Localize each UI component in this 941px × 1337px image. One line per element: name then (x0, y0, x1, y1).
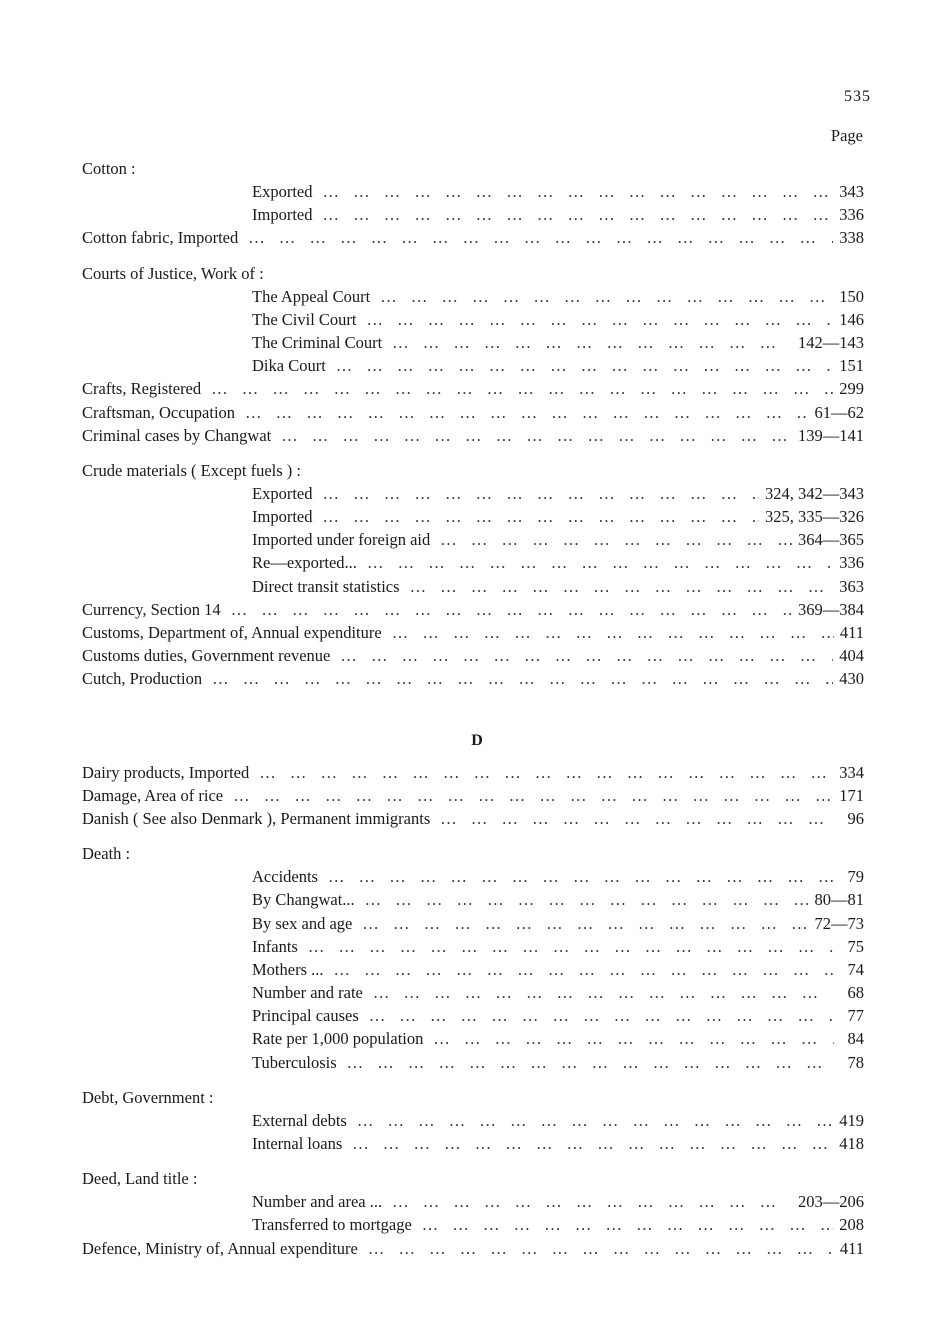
leader-dots (334, 958, 835, 981)
index-entry (82, 621, 864, 644)
index-entry (82, 528, 864, 551)
entry-label: Damage, Area of rice (82, 785, 224, 805)
entry-page: 77 (847, 1006, 864, 1026)
entry-label: Dika Court (252, 356, 326, 376)
entry-page: 334 (839, 762, 864, 782)
leader-dots (322, 203, 833, 226)
entry-label: The Appeal Court (252, 286, 371, 306)
entry-page: 338 (839, 228, 864, 248)
index-entry (82, 958, 864, 981)
index-entry (82, 1109, 864, 1132)
leader-dots (281, 424, 792, 447)
leader-dots (367, 551, 833, 574)
entry-label: Criminal cases by Changwat (82, 425, 272, 445)
index-entry (82, 981, 864, 1004)
index-entry (82, 1004, 864, 1027)
index-entry (82, 888, 864, 911)
leader-dots (392, 331, 792, 354)
section-letter: D (471, 731, 483, 749)
index-entry (82, 1213, 864, 1236)
leader-dots (328, 865, 834, 888)
leader-dots (368, 1237, 834, 1260)
index-heading: Cotton : (82, 159, 136, 178)
index-entry (82, 308, 864, 331)
index-entry (82, 865, 864, 888)
leader-dots (322, 505, 759, 528)
entry-page: 142—143 (798, 332, 864, 352)
entry-page: 75 (847, 936, 864, 956)
leader-dots (248, 226, 833, 249)
entry-label: Currency, Section 14 (82, 599, 221, 619)
entry-page: 336 (839, 553, 864, 573)
entry-page: 203—206 (798, 1192, 864, 1212)
entry-label: Danish ( See also Denmark ), Permanent immigrants (82, 808, 431, 828)
leader-dots (362, 912, 808, 935)
index-entry (82, 1237, 864, 1260)
leader-dots (231, 598, 792, 621)
entry-label: Imported (252, 507, 313, 527)
entry-page: 146 (839, 309, 864, 329)
index-entry (82, 1027, 864, 1050)
entry-page: 171 (839, 785, 864, 805)
entry-page: 419 (839, 1110, 864, 1130)
index-entry (82, 226, 864, 249)
index-entry (82, 424, 864, 447)
entry-label: Transferred to mortgage (252, 1215, 412, 1235)
leader-dots (245, 401, 808, 424)
index-entry (82, 505, 864, 528)
index-entry (82, 575, 864, 598)
entry-label: By Changwat... (252, 890, 355, 910)
entry-page: 78 (847, 1052, 864, 1072)
leader-dots (357, 1109, 833, 1132)
entry-page: 404 (839, 646, 864, 666)
entry-page: 79 (847, 867, 864, 887)
leader-dots (367, 308, 834, 331)
entry-label: Craftsman, Occupation (82, 402, 236, 422)
entry-page: 96 (847, 808, 864, 828)
entry-page: 369—384 (798, 599, 864, 619)
entry-label: Dairy products, Imported (82, 762, 250, 782)
entry-label: The Criminal Court (252, 332, 383, 352)
index-entry (82, 377, 864, 400)
entry-label: Mothers ... (252, 959, 324, 979)
leader-dots (380, 285, 833, 308)
leader-dots (392, 621, 834, 644)
entry-label: The Civil Court (252, 309, 357, 329)
index-heading: Crude materials ( Except fuels ) : (82, 460, 302, 480)
leader-dots (347, 1051, 834, 1074)
entry-label: Exported (252, 483, 313, 503)
entry-label: Direct transit statistics (252, 576, 400, 596)
leader-dots (211, 377, 833, 400)
entry-label: Imported under foreign aid (252, 530, 431, 550)
entry-label: Imported (252, 205, 313, 225)
index-entry (82, 180, 864, 203)
entry-page: 80—81 (814, 890, 864, 910)
entry-page: 208 (839, 1215, 864, 1235)
leader-dots (369, 1004, 834, 1027)
leader-dots (340, 644, 833, 667)
entry-label: Internal loans (252, 1134, 343, 1153)
entry-label: Customs duties, Government revenue (82, 646, 331, 666)
leader-dots (422, 1213, 833, 1236)
entry-page: 61—62 (814, 402, 864, 422)
leader-dots (322, 180, 833, 203)
entry-page: 363 (839, 576, 864, 596)
leader-dots (373, 981, 834, 1004)
leader-dots (259, 761, 833, 784)
index-entry (82, 935, 864, 958)
leader-dots (212, 667, 833, 690)
entry-page: 364—365 (798, 530, 864, 550)
index-entry (82, 761, 864, 784)
index-section (82, 157, 864, 691)
leader-dots (440, 528, 792, 551)
entry-page: 139—141 (798, 425, 864, 445)
entry-label: Exported (252, 182, 313, 201)
leader-dots (433, 1027, 834, 1050)
entry-label: Defence, Ministry of, Annual expenditure (82, 1238, 358, 1258)
index-entry (82, 807, 864, 830)
entry-page: 324, 342—343 (765, 483, 864, 503)
index-heading: Courts of Justice, Work of : (82, 263, 264, 283)
index-entry (82, 285, 864, 308)
index-list (82, 157, 864, 1260)
entry-label: By sex and age (252, 913, 353, 933)
index-entry (82, 644, 864, 667)
entry-label: Number and area ... (252, 1192, 383, 1212)
entry-label: Number and rate (252, 983, 363, 1003)
leader-dots (365, 888, 809, 911)
page-column-header: Page (830, 126, 863, 145)
entry-page: 74 (847, 959, 864, 979)
leader-dots (410, 575, 834, 598)
entry-page: 84 (847, 1029, 864, 1049)
leader-dots (440, 807, 834, 830)
index-entry (82, 1132, 864, 1155)
entry-label: Rate per 1,000 population (252, 1029, 424, 1049)
entry-page: 343 (839, 182, 864, 201)
index-entry (82, 1051, 864, 1074)
entry-page: 72—73 (814, 913, 864, 933)
leader-dots (352, 1132, 833, 1155)
leader-dots (322, 482, 759, 505)
leader-dots (233, 784, 833, 807)
entry-label: Tuberculosis (252, 1052, 337, 1072)
entry-label: Principal causes (252, 1006, 359, 1026)
index-heading: Death : (82, 844, 131, 864)
index-entry (82, 203, 864, 226)
entry-page: 411 (839, 1238, 864, 1258)
entry-page: 411 (839, 623, 864, 642)
page-number: 535 (844, 88, 871, 105)
entry-label: External debts (252, 1110, 347, 1130)
entry-label: Cotton fabric, Imported (82, 228, 239, 248)
entry-label: Accidents (252, 867, 318, 887)
index-entry (82, 354, 864, 377)
index-heading: Debt, Government : (82, 1087, 214, 1107)
entry-label: Cutch, Production (82, 669, 203, 689)
index-entry (82, 331, 864, 354)
index-entry (82, 551, 864, 574)
entry-page: 151 (839, 356, 864, 376)
entry-label: Crafts, Registered (82, 379, 202, 399)
leader-dots (336, 354, 833, 377)
entry-label: Infants (252, 936, 298, 956)
index-section (82, 723, 864, 1260)
index-entry (82, 598, 864, 621)
index-entry (82, 784, 864, 807)
entry-page: 336 (839, 205, 864, 225)
entry-page: 299 (839, 379, 864, 399)
entry-page: 150 (839, 286, 864, 306)
index-entry (82, 1190, 864, 1213)
entry-page: 430 (839, 669, 864, 689)
entry-page: 325, 335—326 (765, 507, 864, 527)
leader-dots (308, 935, 834, 958)
leader-dots (392, 1190, 792, 1213)
index-entry (82, 912, 864, 935)
index-entry (82, 401, 864, 424)
index-heading: Deed, Land title : (82, 1169, 198, 1189)
entry-label: Customs, Department of, Annual expenditure (82, 623, 382, 642)
entry-label: Re—exported... (252, 553, 357, 573)
index-entry (82, 667, 864, 690)
entry-page: 418 (839, 1134, 864, 1153)
entry-page: 68 (847, 983, 864, 1003)
index-entry (82, 482, 864, 505)
